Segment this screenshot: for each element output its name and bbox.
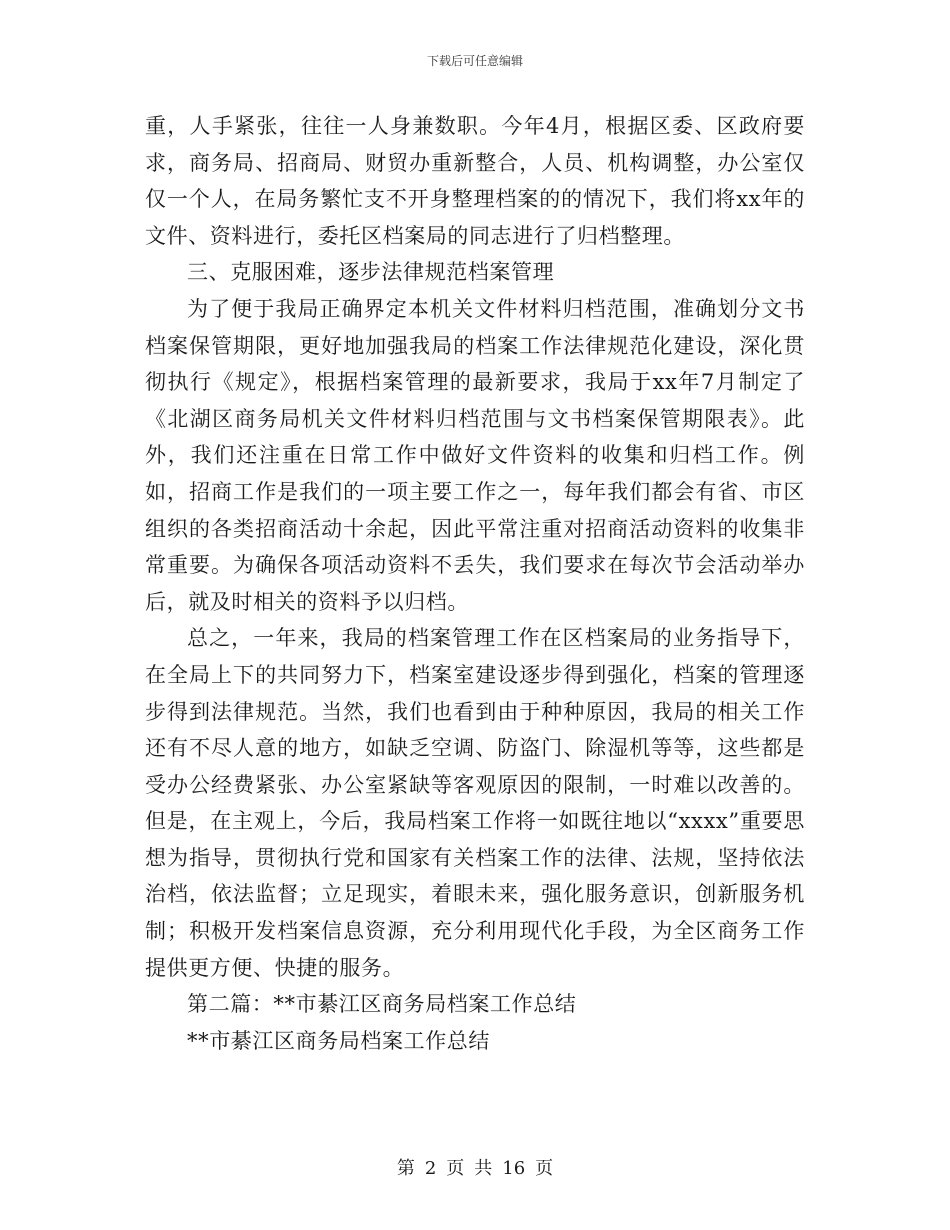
page-header-note: 下载后可任意编辑 [426, 54, 523, 68]
section-heading: 三、克服困难，逐步法律规范档案管理 [187, 260, 555, 285]
chapter-subtitle: **市綦江区商务局档案工作总结 [187, 1028, 490, 1053]
chapter-title: 第二篇：**市綦江区商务局档案工作总结 [187, 992, 577, 1017]
paragraph-summary: 总之，一年来，我局的档案管理工作在区档案局的业务指导下，在全局上下的共同努力下，档案室建设逐步得到强化，档案的管理逐步得到法律规范。当然，我们也看到由于种种原因，我局的相关工作还有不尽人意的地方，如缺乏空调、防盗门、除湿机等等，这些都是受办公经费紧张、办公室紧缺等客观原因的限制，一时难以改善的。但是，在主观上，今后，我局档案工作将一如既往地以“xxxx”重要思想为指导，贯彻执行党和国家有关档案工作的法律、法规，坚持依法治档，依法监督；立足现实，着眼未来，强化服务意识，创新服务机制；积极开发档案信息资源，充分利用现代化手段，为全区商务工作提供更方便、快捷的服务。 [145, 626, 805, 980]
total-label: 共 [474, 1158, 493, 1179]
paragraph-archive-rules: 为了便于我局正确界定本机关文件材料归档范围，准确划分文书档案保管期限，更好地加强我局的档案工作法律规范化建设，深化贯彻执行《规定》，根据档案管理的最新要求，我局于xx年7月制定了《北湖区商务局机关文件材料归档范围与文书档案保管期限表》。此外，我们还注重在日常工作中做好文件资料的收集和归档工作。例如，招商工作是我们的一项主要工作之一，每年我们都会有省、市区组织的各类招商活动十余起，因此平常注重对招商活动资料的收集非常重要。为确保各项活动资料不丢失，我们要求在每次节会活动举办后，就及时相关的资料予以归档。 [145, 296, 805, 614]
page-label-suffix: 页 [535, 1158, 554, 1179]
page-total: 16 [502, 1158, 526, 1179]
document-body [145, 108, 805, 1059]
page-footer [0, 1154, 950, 1180]
page-label-prefix: 第 [396, 1158, 415, 1179]
page-label-mid: 页 [446, 1158, 465, 1179]
page-current: 2 [424, 1158, 437, 1179]
paragraph-continuation: 重，人手紧张，往往一人身兼数职。今年4月，根据区委、区政府要求，商务局、招商局、财贸办重新整合，人员、机构调整，办公室仅仅一个人，在局务繁忙支不开身整理档案的的情况下，我们将xx年的文件、资料进行，委托区档案局的同志进行了归档整理。 [145, 114, 805, 248]
